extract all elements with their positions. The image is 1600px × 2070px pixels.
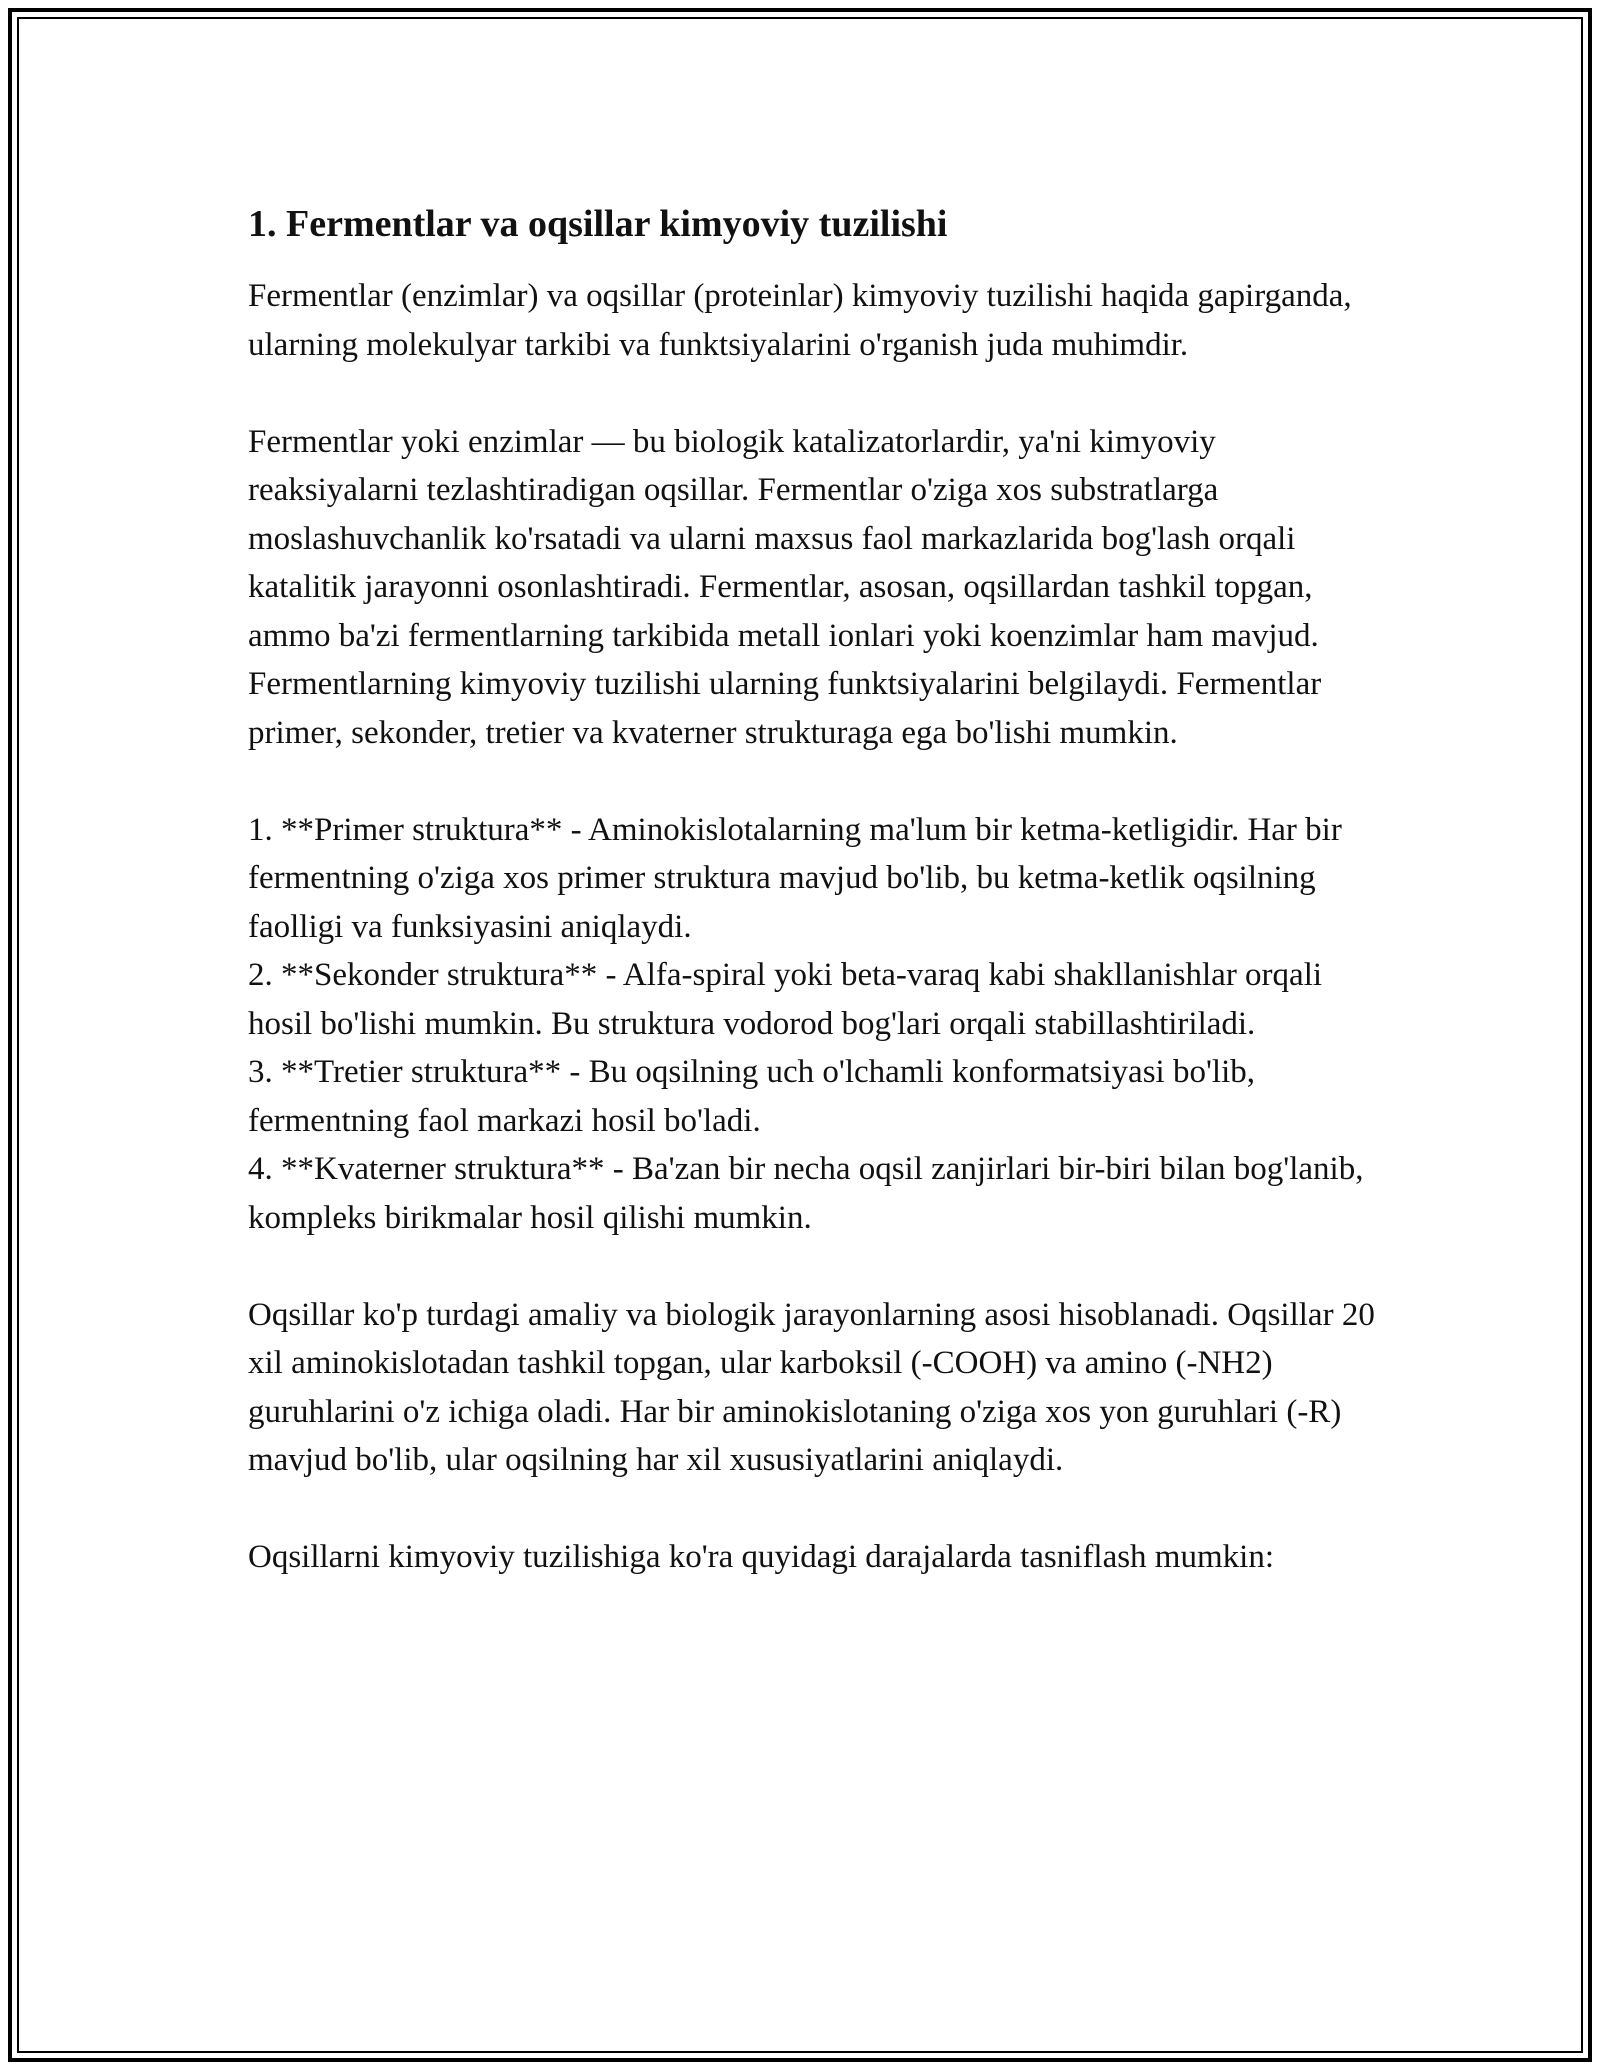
list-item-tertiary: 3. **Tretier struktura** - Bu oqsilning uch o'lchamli konformatsiyasi bo'lib, fermentning faol markazi hosil bo'ladi. (248, 1054, 1255, 1139)
list-item-primary: 1. **Primer struktura** - Aminokislotalarning ma'lum bir ketma-ketligidir. Har bir fermentning o'ziga xos primer struktura mavjud bo'lib, bu ketma-ketlik oqsilning faolligi va funksiyasini aniqlaydi. (248, 811, 1342, 945)
list-item-quaternary: 4. **Kvaterner struktura** - Ba'zan bir necha oqsil zanjirlari bir-biri bilan bog'lanib, kompleks birikmalar hosil qilishi mumkin. (248, 1151, 1364, 1236)
structure-list (248, 806, 1378, 1243)
list-item-secondary: 2. **Sekonder struktura** - Alfa-spiral yoki beta-varaq kabi shakllanishlar orqali hosil bo'lishi mumkin. Bu struktura vodorod bog'lari orqali stabillashtiriladi. (248, 957, 1323, 1042)
document-content (248, 200, 1378, 1630)
intro-paragraph: Fermentlar (enzimlar) va oqsillar (proteinlar) kimyoviy tuzilishi haqida gapirganda, ularning molekulyar tarkibi va funktsiyalarini o'rganish juda muhimdir. (248, 278, 1352, 363)
classification-paragraph: Oqsillarni kimyoviy tuzilishiga ko'ra quyidagi darajalarda tasniflash mumkin: (248, 1539, 1274, 1575)
section-heading: 1. Fermentlar va oqsillar kimyoviy tuzilishi (248, 203, 948, 245)
enzymes-paragraph: Fermentlar yoki enzimlar — bu biologik katalizatorlardir, ya'ni kimyoviy reaksiyalarni tezlashtiradigan oqsillar. Fermentlar o'ziga xos substratlarga moslashuvchanlik ko'rsatadi va ularni maxsus faol markazlarida bog'lash orqali katalitik jarayonni osonlashtiradi. Fermentlar, asosan, oqsillardan tashkil topgan, ammo ba'zi fermentlarning tarkibida metall ionlari yoki koenzimlar ham mavjud. Fermentlarning kimyoviy tuzilishi ularning funktsiyalarini belgilaydi. Fermentlar primer, sekonder, tretier va kvaterner strukturaga ega bo'lishi mumkin. (248, 423, 1322, 751)
page-frame (8, 8, 1592, 2062)
proteins-paragraph: Oqsillar ko'p turdagi amaliy va biologik jarayonlarning asosi hisoblanadi. Oqsillar 20 xil aminokislotadan tashkil topgan, ular karboksil (-COOH) va amino (-NH2) guruhlarini o'z ichiga oladi. Har bir aminokislotaning o'ziga xos yon guruhlari (-R) mavjud bo'lib, ular oqsilning har xil xususiyatlarini aniqlaydi. (248, 1296, 1375, 1478)
